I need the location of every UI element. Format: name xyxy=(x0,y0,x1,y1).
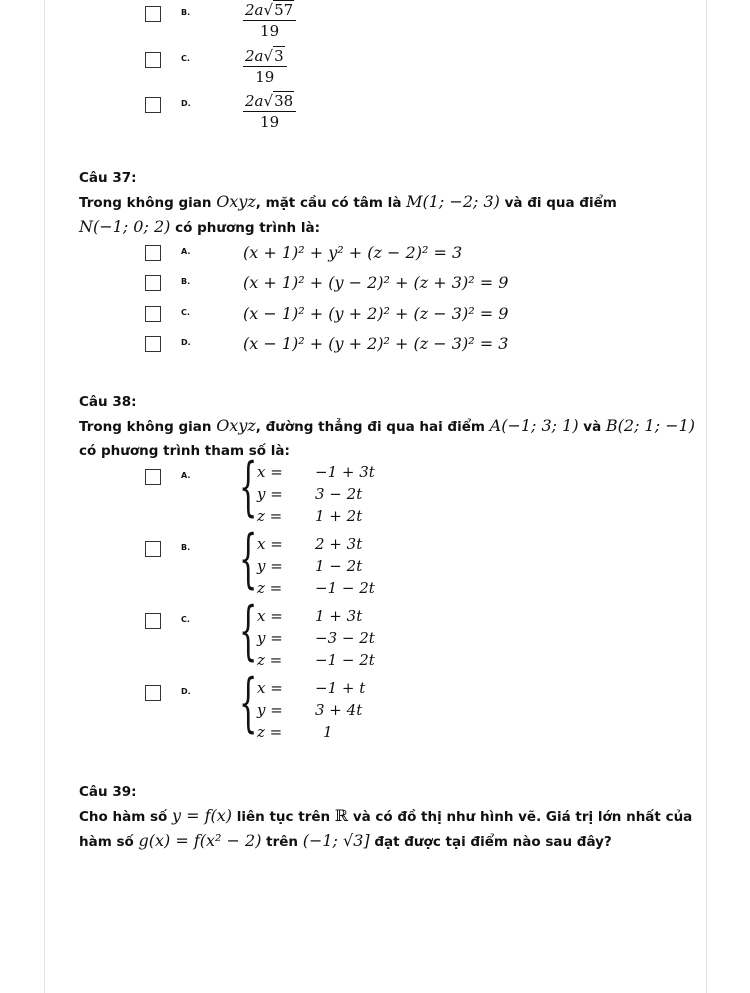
q36-option-d[interactable] xyxy=(145,92,705,131)
q38-option-d-letter: D. xyxy=(181,687,191,696)
q38-option-d-checkbox[interactable] xyxy=(145,685,161,701)
q36-option-c[interactable] xyxy=(145,47,705,86)
q37-option-d-equation: (x − 1)² + (y + 2)² + (z − 3)² = 3 xyxy=(243,334,509,353)
q38-option-a-letter: A. xyxy=(181,471,191,480)
q39-text-line1: Cho hàm số y = f(x) liên tục trên ℝ và có đồ thị như hình vẽ. Giá trị lớn nhất của xyxy=(79,806,693,825)
q38-option-c-letter: C. xyxy=(181,615,190,624)
q38-text-line1: Trong không gian Oxyz, đường thẳng đi qua hai điểm A(−1; 3; 1) và B(2; 1; −1) xyxy=(79,416,696,435)
q37-option-a-letter: A. xyxy=(181,247,191,256)
q37-option-d-checkbox[interactable] xyxy=(145,336,161,352)
q38-option-b-letter: B. xyxy=(181,543,191,552)
q37-option-b[interactable] xyxy=(145,273,705,295)
q36-option-c-letter: C. xyxy=(181,54,190,63)
q36-option-b-checkbox[interactable] xyxy=(145,6,161,22)
q36-option-b-letter: B. xyxy=(181,8,191,17)
q38-title: Câu 38: xyxy=(79,394,137,410)
q37-option-c-letter: C. xyxy=(181,308,190,317)
q37-option-d[interactable] xyxy=(145,334,705,356)
q37-option-b-checkbox[interactable] xyxy=(145,275,161,291)
q36-option-d-fraction: $\frac{2a√38}{19}$ xyxy=(243,91,296,132)
q36-option-d-letter: D. xyxy=(181,99,191,108)
q37-option-c-checkbox[interactable] xyxy=(145,306,161,322)
q36-option-b-fraction: $\frac{2a√57}{19}$ xyxy=(243,0,296,41)
q37-option-d-letter: D. xyxy=(181,338,191,347)
q37-option-a[interactable] xyxy=(145,243,705,265)
q36-option-b[interactable] xyxy=(145,1,705,40)
q38-option-a[interactable]: A. { x = −1 + 3t y = 3 − 2t z = 1 + 2t xyxy=(145,467,705,527)
q36-option-c-checkbox[interactable] xyxy=(145,52,161,68)
q39-text-line2: hàm số g(x) = f(x² − 2) trên (−1; √3] đạt được tại điểm nào sau đây? xyxy=(79,831,612,850)
q38-option-c[interactable]: C. { x = 1 + 3t y = −3 − 2t z = −1 − 2t xyxy=(145,611,705,671)
q38-option-b-checkbox[interactable] xyxy=(145,541,161,557)
q38-option-c-checkbox[interactable] xyxy=(145,613,161,629)
q37-option-b-equation: (x + 1)² + (y − 2)² + (z + 3)² = 9 xyxy=(243,273,509,292)
q37-option-c[interactable] xyxy=(145,304,705,326)
q38-text-line2: có phương trình tham số là: xyxy=(79,443,290,459)
q37-option-a-checkbox[interactable] xyxy=(145,245,161,261)
q37-text-line2: N(−1; 0; 2) có phương trình là: xyxy=(79,217,320,236)
q36-option-d-checkbox[interactable] xyxy=(145,97,161,113)
q37-title: Câu 37: xyxy=(79,170,137,186)
q38-option-d[interactable]: D. { x = −1 + t y = 3 + 4t z = 1 xyxy=(145,683,705,743)
q37-option-a-equation: (x + 1)² + y² + (z − 2)² = 3 xyxy=(243,243,463,262)
q38-option-b[interactable]: B. { x = 2 + 3t y = 1 − 2t z = −1 − 2t xyxy=(145,539,705,599)
q37-option-c-equation: (x − 1)² + (y + 2)² + (z − 3)² = 9 xyxy=(243,304,509,323)
q39-title: Câu 39: xyxy=(79,784,137,800)
q36-option-c-fraction: $\frac{2a√3}{19}$ xyxy=(243,46,287,87)
q37-option-b-letter: B. xyxy=(181,277,191,286)
q38-option-a-checkbox[interactable] xyxy=(145,469,161,485)
q37-text-line1: Trong không gian Oxyz, mặt cầu có tâm là M(1; −2; 3) và đi qua điểm xyxy=(79,192,617,211)
